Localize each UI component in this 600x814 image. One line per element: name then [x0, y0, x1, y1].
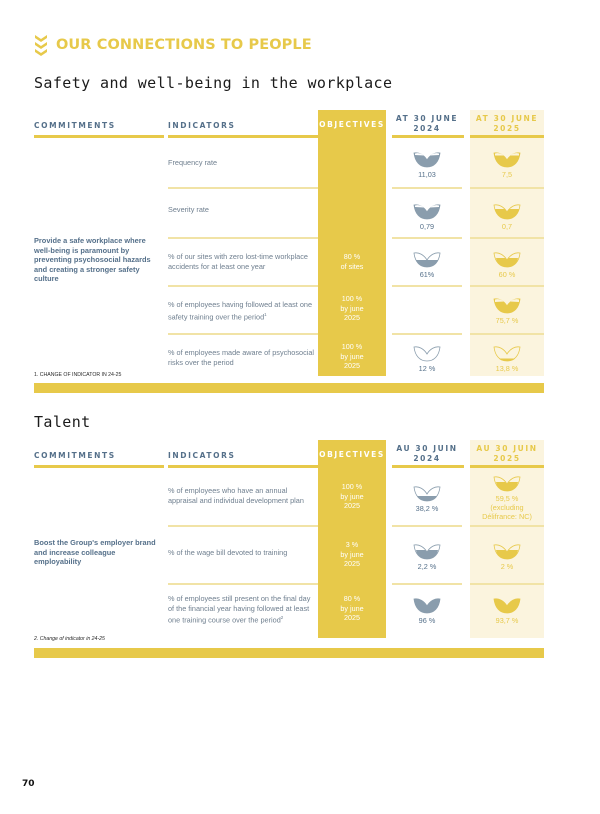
divider — [392, 525, 462, 527]
header-commitments: COMMITMENTS — [34, 451, 116, 460]
divider — [168, 465, 318, 468]
divider — [168, 525, 318, 527]
divider — [470, 135, 544, 138]
divider — [168, 187, 318, 189]
value-2024: 38,2 % — [392, 484, 462, 513]
header-indicators: INDICATORS — [168, 451, 236, 460]
divider — [392, 465, 464, 468]
table-row — [34, 238, 544, 286]
commitment-text: Boost the Group's employer brand and increase colleague employability — [34, 538, 156, 566]
footnote: 2. Change of indicator in 24-25 — [34, 636, 105, 642]
header-objectives: OBJECTIVES — [318, 440, 386, 470]
header-2025: AT 30 JUNE 2025 — [470, 110, 544, 140]
table-row — [34, 140, 544, 188]
divider — [34, 465, 164, 468]
leaf-half-icon — [413, 250, 441, 268]
header-commitments: COMMITMENTS — [34, 121, 116, 130]
leaf-full-icon — [493, 150, 521, 168]
leaf-full-icon — [413, 596, 441, 614]
value-2025: 60 % — [470, 250, 544, 279]
talent-table — [34, 440, 544, 640]
divider — [392, 583, 462, 585]
divider — [470, 187, 544, 189]
divider — [392, 187, 462, 189]
wheat-chevrons-icon — [34, 34, 48, 56]
table-row — [34, 470, 544, 526]
leaf-full-icon — [493, 596, 521, 614]
chapter-title: OUR CONNECTIONS TO PEOPLE — [56, 37, 312, 53]
value-2024: 2,2 % — [392, 542, 462, 571]
divider — [168, 135, 318, 138]
divider — [168, 583, 318, 585]
table-row — [34, 586, 544, 638]
page-number: 70 — [22, 779, 35, 789]
leaf-low-icon — [413, 484, 441, 502]
indicator-text: % of employees who have an annual appraisal and individual development plan — [168, 486, 304, 505]
value-2025: 13,8 % — [470, 344, 544, 373]
table-row — [34, 528, 544, 584]
leaf-high-icon — [413, 542, 441, 560]
leaf-full-icon — [413, 202, 441, 220]
indicator-text: % of employees still present on the final day of the financial year having followed at least one training course over the period$^2$ — [168, 594, 311, 625]
safety-table — [34, 110, 544, 390]
value-2024: 96 % — [392, 596, 462, 625]
leaf-half-icon — [493, 250, 521, 268]
section-divider-bar — [34, 648, 544, 658]
leaf-low-icon — [493, 344, 521, 362]
value-2025: 2 % — [470, 542, 544, 571]
table-row — [34, 286, 544, 334]
value-2025: 0,7 — [470, 202, 544, 231]
value-2024: 0,79 — [392, 202, 462, 231]
header-2024: AT 30 JUNE 2024 — [395, 114, 459, 133]
indicator-text: % of employees having followed at least one safety training over the period$^1$ — [168, 300, 312, 321]
value-2024: 12 % — [392, 344, 462, 373]
value-2025: 7,5 — [470, 150, 544, 179]
value-2025: 59,5 % (excluding Délifrance: NC) — [470, 474, 544, 521]
divider — [470, 583, 544, 585]
leaf-half-icon — [493, 542, 521, 560]
commitment-text: Provide a safe workplace where well-being is paramount by preventing psychosocial hazards and creating a stronger safety culture — [34, 236, 151, 283]
indicator-text: % of employees made aware of psychosocial risks over the period — [168, 348, 315, 367]
divider — [470, 525, 544, 527]
indicator-text: % of the wage bill devoted to training — [168, 548, 288, 557]
footnote: 1. CHANGE OF INDICATOR IN 24-25 — [34, 372, 122, 378]
table-row — [34, 190, 544, 238]
table-row — [34, 334, 544, 376]
value-2025: 93,7 % — [470, 596, 544, 625]
divider — [470, 465, 544, 468]
header-indicators: INDICATORS — [168, 121, 236, 130]
section-divider-bar — [34, 383, 544, 393]
objective-value: 100 % by june 2025 — [340, 342, 364, 370]
leaf-full-icon — [413, 150, 441, 168]
leaf-high-icon — [493, 296, 521, 314]
header-2024: AU 30 JUIN 2024 — [396, 444, 458, 463]
divider — [392, 135, 464, 138]
leaf-empty-icon — [413, 344, 441, 362]
divider — [34, 135, 164, 138]
value-2024: 61% — [392, 250, 462, 279]
leaf-high-icon — [493, 202, 521, 220]
indicator-text: % of our sites with zero lost-time workplace accidents for at least one year — [168, 252, 308, 271]
objective-value: 100 % by june 2025 — [340, 294, 364, 322]
objective-value: 80 % by june 2025 — [340, 594, 364, 622]
section-title-talent: Talent — [34, 413, 91, 431]
objective-value: 80 % of sites — [340, 252, 364, 271]
indicator-text: Frequency rate — [168, 158, 218, 167]
objective-value: 3 % by june 2025 — [340, 540, 364, 568]
header-objectives: OBJECTIVES — [318, 110, 386, 140]
value-2024: 11,03 — [392, 150, 462, 179]
leaf-half-icon — [493, 474, 521, 492]
chapter-header — [34, 34, 312, 56]
section-title-safety: Safety and well-being in the workplace — [34, 74, 393, 92]
indicator-text: Severity rate — [168, 205, 209, 214]
value-2025: 75,7 % — [470, 296, 544, 325]
objective-value: 100 % by june 2025 — [340, 482, 364, 510]
header-2025: AU 30 JUIN 2025 — [470, 440, 544, 470]
